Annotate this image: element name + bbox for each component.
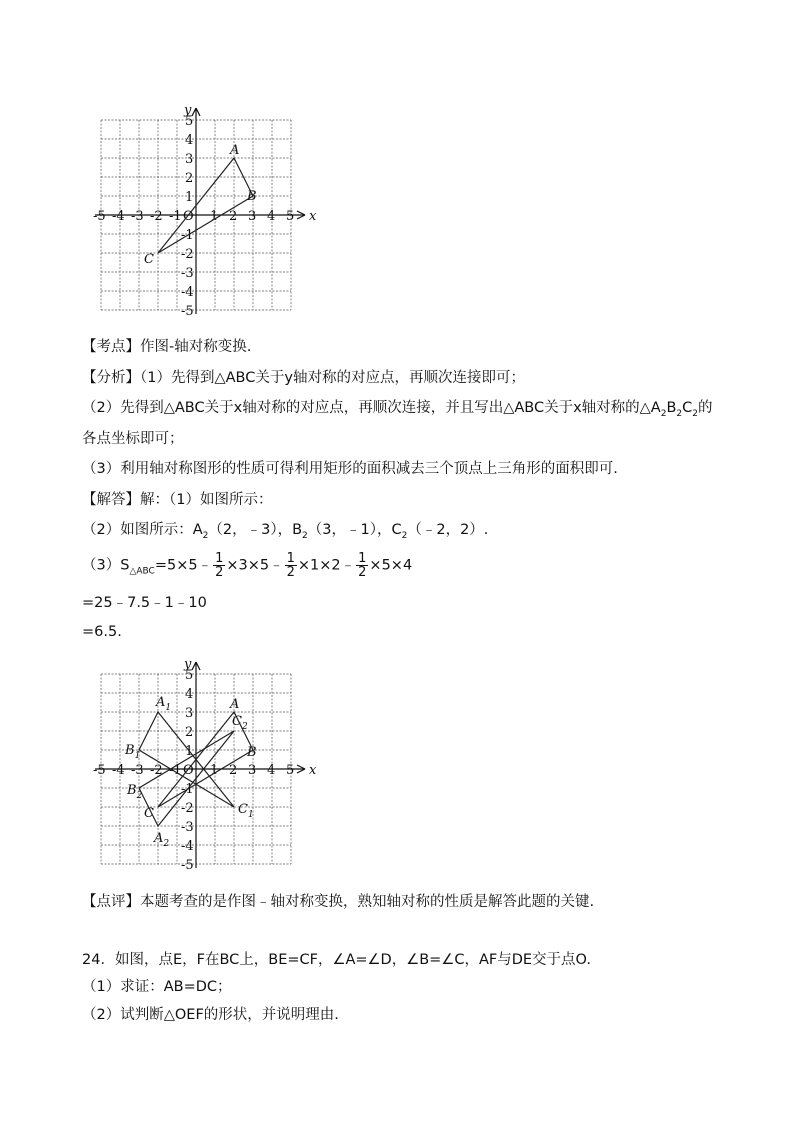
- fenxi-line-2b: 各点坐标即可；: [82, 431, 184, 447]
- fraction-denominator: 2: [215, 565, 224, 580]
- y-tick-label: -5: [181, 858, 194, 873]
- fenxi-line-1: 【分析】（1）先得到△ABC关于y轴对称的对应点，再顺次连接即可；: [82, 370, 525, 386]
- fraction-half: [356, 552, 368, 579]
- sub-2: 2: [692, 408, 699, 419]
- fraction-denominator: 2: [286, 565, 295, 580]
- x-tick-label: -4: [112, 763, 125, 778]
- point-label-c1-subscript: 1: [247, 810, 254, 820]
- figure-1-svg: [93, 94, 326, 324]
- jieda-line-3: [82, 552, 412, 581]
- x-tick-label: -4: [112, 209, 125, 224]
- x-tick-label: 3: [248, 209, 257, 224]
- y-axis-label: y: [184, 103, 192, 118]
- point-label-a1: $A_1$: [156, 695, 172, 713]
- y-tick-label: -2: [181, 247, 194, 262]
- area-subscript: △ABC: [129, 566, 155, 577]
- sub-2: 2: [202, 530, 209, 541]
- x-tick-label: O: [183, 763, 194, 778]
- fraction-half: [285, 552, 297, 579]
- dianping-line: 【点评】本题考查的是作图﹣轴对称变换，熟知轴对称的性质是解答此题的关键.: [82, 894, 595, 910]
- triangle-abc: [158, 158, 253, 253]
- jieda-3-t2: ×1×2﹣: [297, 557, 356, 574]
- jieda-2-b: （2，﹣3），B: [208, 522, 303, 538]
- jieda-3-t3: ×5×4: [369, 557, 413, 574]
- fenxi-2-text-b: B: [666, 400, 677, 416]
- figure-2-coordinate-grid: [93, 650, 326, 873]
- y-tick-label: 5: [185, 668, 194, 683]
- y-tick-label: 2: [185, 171, 194, 186]
- y-tick-label: -4: [181, 839, 194, 854]
- point-label-a1-subscript: 1: [165, 703, 172, 713]
- x-axis-label: x: [309, 763, 317, 778]
- x-tick-label: -3: [131, 763, 144, 778]
- x-tick-label: 5: [286, 209, 295, 224]
- fraction-numerator: 1: [215, 551, 224, 566]
- calc-line-2: =6.5.: [82, 624, 122, 640]
- sub-2: 2: [660, 408, 667, 419]
- y-axis-label: y: [184, 657, 192, 672]
- x-tick-label: -2: [150, 763, 163, 778]
- x-tick-label: 5: [286, 763, 295, 778]
- y-tick-label: -2: [181, 801, 194, 816]
- point-label-a2: $A_2$: [154, 831, 170, 849]
- question-24-part-1: （1）求证：AB=DC；: [82, 979, 232, 995]
- y-tick-label: 1: [185, 190, 194, 205]
- y-tick-label: -3: [181, 820, 194, 835]
- x-tick-label: 2: [229, 763, 238, 778]
- y-tick-label: -1: [181, 228, 194, 243]
- point-label-b: B: [247, 189, 257, 204]
- point-label-b1: $B_1$: [125, 743, 141, 761]
- fenxi-2-text-c: C: [682, 400, 693, 416]
- y-tick-label: -3: [181, 266, 194, 281]
- sub-2: 2: [401, 530, 408, 541]
- point-label-a: A: [230, 697, 240, 712]
- point-label-b2-subscript: 2: [136, 791, 143, 801]
- y-tick-label: 4: [185, 687, 194, 702]
- y-tick-label: -1: [181, 782, 194, 797]
- jieda-3-pre: （3）S: [82, 557, 130, 574]
- y-tick-label: 5: [185, 114, 194, 129]
- fenxi-line-3: （3）利用轴对称图形的性质可得利用矩形的面积减去三个顶点上三角形的面积即可.: [82, 461, 618, 477]
- sub-2: 2: [302, 530, 308, 541]
- y-tick-label: 3: [185, 706, 194, 721]
- y-tick-label: 1: [185, 744, 194, 759]
- question-24: 24．如图，点E，F在BC上，BE=CF，∠A=∠D，∠B=∠C，AF与DE交于点O.: [82, 952, 591, 968]
- fraction-numerator: 1: [286, 551, 295, 566]
- point-label-b2: $B_2$: [127, 783, 143, 801]
- y-tick-label: 2: [185, 725, 194, 740]
- jieda-line-2: [82, 520, 488, 546]
- kaodian-line: 【考点】作图-轴对称变换.: [82, 339, 252, 355]
- point-label-a: A: [230, 143, 240, 158]
- fenxi-line-2: [82, 398, 713, 424]
- point-label-b1-subscript: 1: [134, 751, 141, 761]
- jieda-line-1: 【解答】解：（1）如图所示：: [82, 492, 273, 508]
- x-tick-label: -5: [93, 763, 106, 778]
- y-tick-label: 3: [185, 152, 194, 167]
- x-tick-label: -1: [169, 763, 182, 778]
- figure-2-svg: [93, 650, 326, 873]
- x-tick-label: 4: [267, 209, 276, 224]
- fenxi-2-text-a: （2）先得到△ABC关于x轴对称的对应点，再顺次连接，并且写出△ABC关于x轴对称的△A: [82, 400, 661, 416]
- fenxi-2-text-d: 的: [698, 400, 713, 416]
- fraction-numerator: 1: [358, 551, 367, 566]
- y-tick-label: -4: [181, 285, 194, 300]
- figure-1-coordinate-grid: [93, 94, 326, 324]
- x-tick-label: -1: [169, 209, 182, 224]
- x-tick-label: -3: [131, 209, 144, 224]
- x-tick-label: 2: [229, 209, 238, 224]
- calc-line-1: =25﹣7.5﹣1﹣10: [82, 595, 207, 611]
- jieda-2-a: （2）如图所示：A: [82, 522, 203, 538]
- point-label-b: B: [247, 745, 257, 760]
- y-tick-label: 4: [185, 133, 194, 148]
- jieda-2-c: （3，﹣1），C: [307, 522, 402, 538]
- x-tick-label: 4: [267, 763, 276, 778]
- point-label-c2: $C_2$: [232, 714, 248, 732]
- fraction-half: [213, 552, 225, 579]
- x-tick-label: -5: [93, 209, 106, 224]
- jieda-3-eq: =5×5﹣: [154, 557, 213, 574]
- x-tick-label: 3: [248, 763, 257, 778]
- point-label-a2-subscript: 2: [163, 839, 170, 849]
- sub-2: 2: [676, 408, 683, 419]
- x-tick-label: 1: [210, 209, 219, 224]
- fraction-denominator: 2: [358, 565, 367, 580]
- x-tick-label: O: [183, 209, 194, 224]
- y-tick-label: -5: [181, 304, 194, 319]
- point-label-c1: $C_1$: [238, 802, 254, 820]
- x-tick-label: -2: [150, 209, 163, 224]
- jieda-2-d: （﹣2，2）.: [407, 522, 489, 538]
- x-tick-label: 1: [210, 763, 219, 778]
- jieda-3-t1: ×3×5﹣: [226, 557, 284, 574]
- point-label-c: C: [144, 252, 154, 267]
- x-axis-label: x: [309, 209, 317, 224]
- point-label-c: C: [144, 806, 154, 821]
- question-24-part-2: （2）试判断△OEF的形状，并说明理由.: [82, 1007, 339, 1023]
- point-label-c2-subscript: 2: [241, 722, 248, 732]
